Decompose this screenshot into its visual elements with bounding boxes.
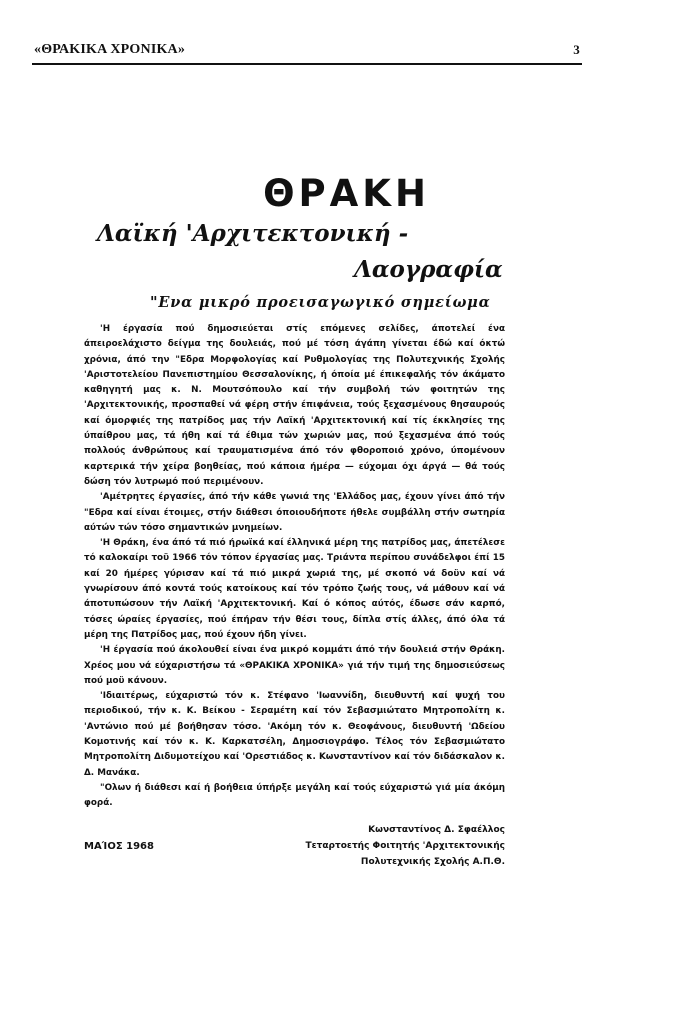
author-name: Κωνσταντίνος Δ. Σφαέλλος <box>368 825 505 835</box>
date-line: ΜΑΊΟΣ 1968 <box>84 841 154 852</box>
body-paragraph: 'Η έργασία πού δημοσιεύεται στίς επόμενες σελίδες, άποτελεί ένα άπειροελάχιστο δείγμα της δουλειάς, πού μέ τόση άγάπη γίνεται έδώ καί όκτώ χρόνια, άπό την "Εδρα Μορφολογίας καί Ρυθμολογίας της Πολυτεχνικής Σχολής 'Αριστοτελείου Πανεπιστημίου Θεσσαλονίκης, ή όποία μέ έπικεφαλής τόν άκάματο καθηγητή μας κ. Ν. Μουτσόπουλο καί τήν συμβολή τών φοιτητών της 'Αρχιτεκτονικής, προσπαθεί νά φέρη στήν έπιφάνεια, τούς ξεχασμένους θησαυρούς καί όμορφιές της πατρίδος μας τήν Λαϊκή 'Αρχιτεκτονική καί τίς έκκλησίες της ύπαίθρου μας, τά ήθη καί τά έθιμα τών χωριών μας, πού ξεχασμένα άπό τούς πολλούς άνθρώπους καί τραυματισμένα άπό τόν φθοροποιό χρόνο, ύπομένουν καρτερικά τήν χείρα βοηθείας, πού κάποια ήμέρα — εύχομαι όχι άργά — θά τούς δώση τόν λυτρωμό πού περιμένουν. <box>84 324 505 487</box>
author-role: Τεταρτοετής Φοιτητής 'Αρχιτεκτονικής <box>305 841 505 851</box>
signature-block <box>300 822 505 870</box>
article-subtitle-line-2: Λαογραφία <box>354 256 503 283</box>
intro-note-heading: "Ενα μικρό προεισαγωγικό σημείωμα <box>150 294 491 311</box>
article-body <box>84 322 505 812</box>
journal-title: «ΘΡΑΚΙΚΑ ΧΡΟΝΙΚΑ» <box>34 42 186 57</box>
page-number: 3 <box>573 42 580 57</box>
body-paragraph: 'Η έργασία πού άκολουθεί είναι ένα μικρό κομμάτι άπό τήν δουλειά στήν Θράκη. Χρέος μου νά εύχαριστήσω τά «ΘΡΑΚΙΚΑ ΧΡΟΝΙΚΑ» γιά τήν τιμή της δημοσιεύσεως πού μοϋ κάνουν. <box>84 645 505 686</box>
running-header <box>34 40 580 60</box>
body-paragraph: 'Ιδιαιτέρως, εύχαριστώ τόν κ. Στέφανο 'Ιωαννίδη, διευθυντή καί ψυχή του περιοδικού, τήν κ. Κ. Βείκου - Σεραμέτη καί τόν Σεβασμιώτατο Μητροπολίτη κ. 'Αντώνιο πού μέ βοήθησαν τόσο. 'Ακόμη τόν κ. Θεοφάνους, διευθυντή 'Ωδείου Κομοτινής καί τόν κ. Κ. Καρκατσέλη, Δημοσιογράφο. Τέλος τόν Σεβασμιώτατο Μητροπολίτη Διδυμοτείχου καί 'Ορεστιάδος κ. Κωνσταντίνον καί τόν διδάσκαλον κ. Δ. Μανάκα. <box>84 691 505 778</box>
header-rule <box>32 63 582 65</box>
author-school: Πολυτεχνικής Σχολής Α.Π.Θ. <box>360 857 505 867</box>
body-paragraph: 'Αμέτρητες έργασίες, άπό τήν κάθε γωνιά της 'Ελλάδος μας, έχουν γίνει άπό τήν "Εδρα καί είναι έτοιμες, στήν διάθεσι όποιουδήποτε ήθελε συμβάλλη στήν σωτηρία αύτών τών τόσο σημαντικών μνημείων. <box>84 492 505 533</box>
article-subtitle-line-1: Λαϊκή 'Αρχιτεκτονική - <box>97 220 409 247</box>
body-paragraph: "Ολων ή διάθεσι καί ή βοήθεια ύπήρξε μεγάλη καί τούς εύχαριστώ γιά μία άκόμη φορά. <box>84 782 505 809</box>
body-paragraph: 'Η Θράκη, ένα άπό τά πιό ήρωϊκά καί έλληνικά μέρη της πατρίδος μας, άπετέλεσε τό καλοκαίρι τοϋ 1966 τόν τόπον έργασίας μας. Τριάντα περίπου συνάδελφοι έπί 15 καί 20 ήμέρες γύρισαν καί τά πιό μικρά χωριά της, μέ σκοπό νά δοϋν καί νά γνωρίσουν άπό κοντά τούς κατοίκους καί τόν τρόπο ζωής τους, νά μάθουν καί νά άποτυπώσουν τήν Λαϊκή 'Αρχιτεκτονική. Καί ό κόπος αύτός, έδωσε σάν καρπό, τόσες ώραίες έργασίες, πού έπήραν τήν θέσι τους, δίπλα στίς άλλες, άπό όλα τά μέρη της Πατρίδος μας, πού έχουν ήδη γίνει. <box>84 538 505 640</box>
article-title: ΘΡΑΚΗ <box>263 172 430 215</box>
